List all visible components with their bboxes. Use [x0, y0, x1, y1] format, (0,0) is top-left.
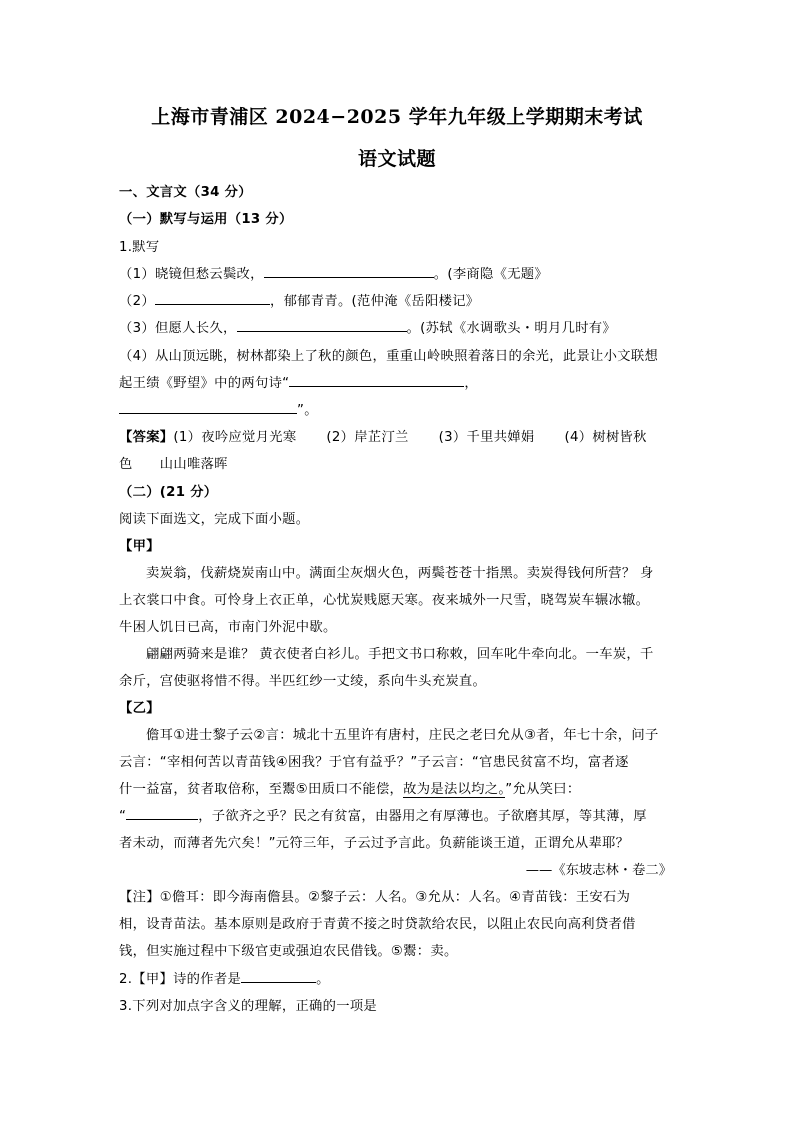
answer-blank[interactable] [289, 374, 464, 387]
question-1-label: 1.默写 [119, 240, 160, 255]
underlined-sentence: 故为是法以均之。 [403, 782, 506, 797]
passage-yi-line: 儋耳①进士黎子云②言：城北十五里许有唐村，庄民之老曰允从③者，年七十余，问子 [146, 728, 659, 743]
question-1-4-line1: （4）从山顶远眺，树林都染上了秋的颜色，重重山岭映照着落日的余光，此景让小文联想 [119, 349, 659, 364]
answer-blank[interactable] [264, 265, 434, 278]
part2-heading: （二）(21 分） [119, 485, 218, 500]
part1-heading: （一）默写与运用（13 分） [119, 212, 293, 227]
passage-yi-label: 【乙】 [119, 701, 160, 716]
answer-line-2: 色 山山唯落晖 [119, 457, 228, 472]
passage-yi-line: 者未动，而薄者先穴矣！”元符三年，子云过予言此。负薪能谈王道，正谓允从辈耶？ [119, 836, 630, 851]
section-heading: 一、文言文（34 分） [119, 185, 252, 200]
passage-jia-line: 余斤，宫使驱将惜不得。半匹红纱一丈绫，系向牛头充炭直。 [119, 674, 487, 689]
question-1-2: （2） ，郁郁青青。(范仲淹《岳阳楼记》 [119, 294, 480, 309]
passage-jia-line: 上衣裳口中食。可怜身上衣正单，心忧炭贱愿天寒。夜来城外一尺雪，晓驾炭车辗冰辙。 [119, 593, 650, 608]
passage-jia-line: 卖炭翁，伐薪烧炭南山中。满面尘灰烟火色，两鬓苍苍十指黑。卖炭得钱何所营？ 身 [146, 566, 654, 581]
answer-blank[interactable] [155, 292, 270, 305]
passage-source: ——《东坡志林・卷二》 [525, 863, 672, 878]
notes-line: 钱，但实施过程中下级官吏或强迫农民借钱。⑤鬻：卖。 [119, 944, 458, 959]
passage-jia-line: 牛困人饥日已高，市南门外泥中歇。 [119, 620, 337, 635]
exam-subtitle: 语文试题 [357, 148, 436, 170]
question-1-3: （3）但愿人长久， 。(苏轼《水调歌头・明月几时有》 [119, 321, 616, 336]
question-3: 3.下列对加点字含义的理解，正确的一项是 [119, 999, 378, 1014]
passage-yi-line: 什一益富，贫者取倍称，至鬻⑤田质口不能偿，故为是法以均之。”允从笑曰： [119, 782, 581, 797]
question-1-4-line3: ”。 [119, 399, 318, 418]
passage-yi-line: “ ，子欲齐之乎？民之有贫富，由器用之有厚薄也。子欲磨其厚，等其薄，厚 [119, 809, 647, 824]
question-1-1: （1）晓镜但愁云鬓改， 。(李商隐《无题》 [119, 267, 548, 282]
passage-yi-line: 云言：“宰相何苦以青苗钱④困我？于官有益乎？”子云言：“官患民贫富不均，富者逐 [119, 755, 629, 770]
answer-blank[interactable] [119, 401, 297, 414]
answer-line: 【答案】(1）夜吟应觉月光寒 (2）岸芷汀兰 (3）千里共婵娟 (4）树树皆秋 [119, 430, 647, 445]
notes-line: 【注】①儋耳：即今海南儋县。②黎子云：人名。③允从：人名。④青苗钱：王安石为 [119, 890, 631, 905]
exam-title: 上海市青浦区 2024−2025 学年九年级上学期期末考试 [151, 106, 643, 128]
passage-jia-line: 翩翩两骑来是谁？ 黄衣使者白衫儿。手把文书口称敕，回车叱牛牵向北。一车炭，千 [146, 647, 654, 662]
answer-blank[interactable] [241, 970, 316, 983]
question-2: 2.【甲】诗的作者是 。 [119, 972, 330, 987]
passage-jia-label: 【甲】 [119, 539, 160, 554]
reading-instruction: 阅读下面选文，完成下面小题。 [119, 512, 310, 527]
answer-blank[interactable] [237, 319, 407, 332]
question-1-4-line2: 起王绩《野望》中的两句诗“ ， [119, 376, 478, 391]
answer-blank[interactable] [126, 807, 198, 820]
notes-line: 相，设青苗法。基本原则是政府于青黄不接之时贷款给农民，以阻止农民向高利贷者借 [119, 917, 636, 932]
